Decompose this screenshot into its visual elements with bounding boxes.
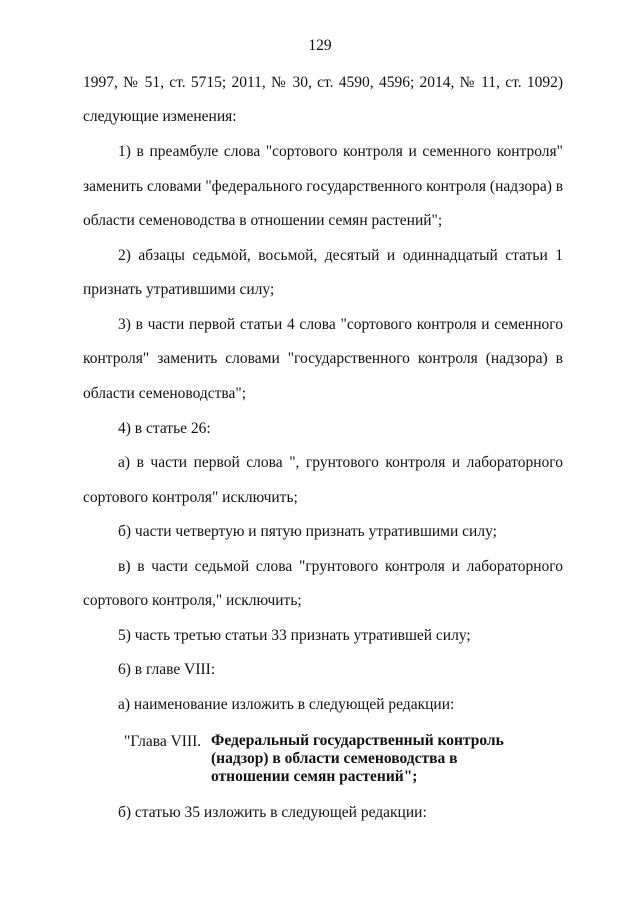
chapter-label: "Глава VIII. [124,733,202,750]
text-line: сортового контроля," исключить; [83,592,302,609]
text-line: признать утратившими силу; [83,281,275,298]
text-line: следующие изменения: [83,108,237,125]
chapter-title-line: отношении семян растений"; [211,768,418,785]
text-line: в) в части седьмой слова "грунтового контроля и лабораторного [118,558,563,575]
text-line: 1) в преамбуле слова "сортового контроля и семенного контроля" [118,143,563,160]
text-line: а) наименование изложить в следующей редакции: [118,696,455,713]
text-line: а) в части первой слова ", грунтового контроля и лабораторного [118,454,563,471]
chapter-title-line: (надзор) в области семеноводства в [211,750,458,767]
text-line: заменить словами "федерального государственного контроля (надзора) в [83,178,564,195]
text-line: области семеноводства в отношении семян растений"; [83,212,443,229]
text-line: 5) часть третью статьи 33 признать утратившей силу; [118,627,471,644]
text-line: 2) абзацы седьмой, восьмой, десятый и одиннадцатый статьи 1 [118,247,563,264]
page-number: 129 [308,37,332,54]
text-line: 3) в части первой статьи 4 слова "сортового контроля и семенного [118,316,563,333]
text-line: области семеноводства"; [83,385,247,402]
text-line: б) части четвертую и пятую признать утратившими силу; [118,523,497,540]
chapter-title [211,732,511,786]
text-line: 1997, № 51, ст. 5715; 2011, № 30, ст. 4590, 4596; 2014, № 11, ст. 1092) [83,74,563,91]
text-line: 4) в статье 26: [118,420,211,437]
text-line: 6) в главе VIII: [118,661,216,678]
text-line: б) статью 35 изложить в следующей редакции: [118,804,427,821]
chapter-title-line: Федеральный государственный контроль [211,732,504,749]
text-line: контроля" заменить словами "государственного контроля (надзора) в [83,350,563,367]
text-line: сортового контроля" исключить; [83,489,298,506]
